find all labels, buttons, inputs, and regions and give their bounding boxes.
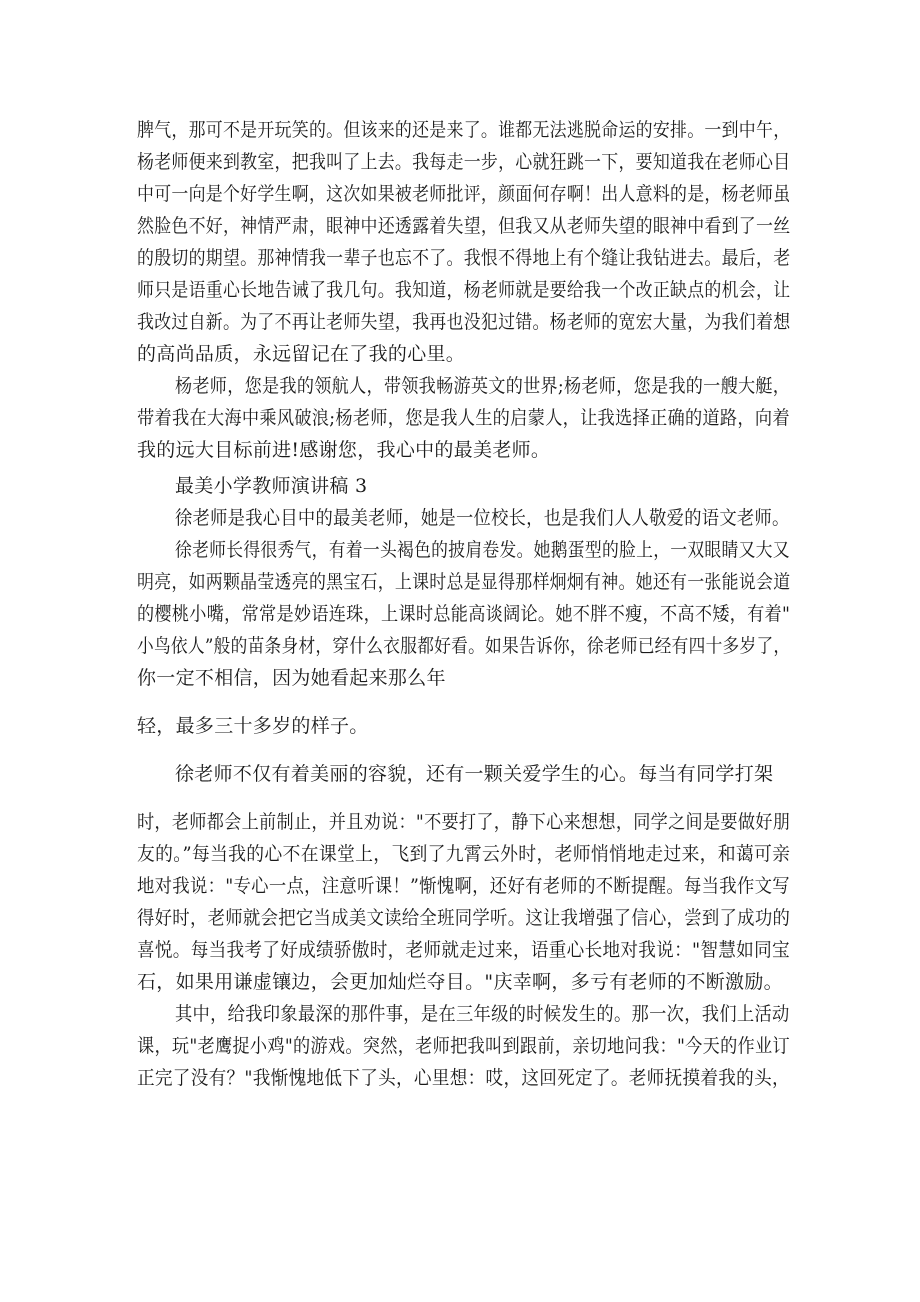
text-line: 明亮，如两颗晶莹透亮的黑宝石，上课时总是显得那样炯炯有神。她还有一张能说会道 (137, 571, 791, 593)
text-line: 带着我在大海中乘风破浪;杨老师，您是我人生的启蒙人，让我选择正确的道路，向着 (137, 407, 790, 429)
text-line: 徐老师长得很秀气，有着一头褐色的披肩卷发。她鹅蛋型的脸上，一双眼睛又大又 (175, 539, 790, 561)
text-line: 地对我说："专心一点，注意听课！”惭愧啊，还好有老师的不断提醒。每当我作文写 (137, 875, 790, 897)
text-line: 我改过自新。为了不再让老师失望，我再也没犯过错。杨老师的宽宏大量，为我们着想 (137, 311, 791, 333)
text-line: 其中，给我印象最深的那件事，是在三年级的时候发生的。那一次，我们上活动 (175, 1003, 790, 1025)
text-line: 徐老师是我心目中的最美老师，她是一位校长，也是我们人人敬爱的语文老师。 (175, 507, 790, 529)
text-line: 正完了没有？"我惭愧地低下了头，心里想：哎，这回死定了。老师抚摸着我的头， (137, 1067, 790, 1089)
text-line: 友的。”每当我的心不在课堂上，飞到了九霄云外时，老师悄悄地走过来，和蔼可亲 (137, 843, 791, 865)
text-line: 中可一向是个好学生啊，这次如果被老师批评，颜面何存啊！出人意料的是，杨老师虽 (137, 183, 791, 205)
text-line: 徐老师不仅有着美丽的容貌，还有一颗关爱学生的心。每当有同学打架 (175, 763, 774, 785)
text-line: 你一定不相信，因为她看起来那么年 (137, 667, 446, 689)
section-heading: 最美小学教师演讲稿 3 (175, 475, 368, 497)
text-line: 的樱桃小嘴，常常是妙语连珠，上课时总能高谈阔论。她不胖不瘦，不高不矮，有着" (137, 603, 791, 625)
text-line: 然脸色不好，神情严肃，眼神中还透露着失望，但我又从老师失望的眼神中看到了一丝 (137, 215, 791, 237)
text-line: 石，如果用谦虚镶边，会更加灿烂夺目。"庆幸啊，多亏有老师的不断激励。 (137, 971, 783, 993)
text-line: 喜悦。每当我考了好成绩骄傲时，老师就走过来，语重心长地对我说："智慧如同宝 (137, 939, 790, 961)
text-line: 杨老师便来到教室，把我叫了上去。我每走一步，心就狂跳一下，要知道我在老师心目 (137, 151, 791, 173)
text-line: 杨老师，您是我的领航人，带领我畅游英文的世界;杨老师，您是我的一艘大艇， (175, 375, 791, 397)
text-line: 小鸟依人”般的苗条身材，穿什么衣服都好看。如果告诉你，徐老师已经有四十多岁了， (137, 635, 791, 657)
text-line: 的高尚品质，永远留记在了我的心里。 (137, 343, 466, 365)
text-line: 我的远大目标前进!感谢您，我心中的最美老师。 (137, 439, 551, 461)
text-line: 轻，最多三十多岁的样子。 (137, 715, 369, 737)
text-line: 得好时，老师就会把它当成美文读给全班同学听。这让我增强了信心，尝到了成功的 (137, 907, 791, 929)
text-line: 师只是语重心长地告诫了我几句。我知道，杨老师就是要给我一个改正缺点的机会，让 (137, 279, 791, 301)
text-line: 课，玩"老鹰捉小鸡"的游戏。突然，老师把我叫到跟前，亲切地问我："今天的作业订 (137, 1035, 790, 1057)
text-line: 时，老师都会上前制止，并且劝说："不要打了，静下心来想想，同学之间是要做好朋 (137, 811, 791, 833)
text-line: 脾气，那可不是开玩笑的。但该来的还是来了。谁都无法逃脱命运的安排。一到中午， (137, 119, 791, 141)
text-line: 的殷切的期望。那神情我一辈子也忘不了。我恨不得地上有个缝让我钻进去。最后，老 (137, 247, 791, 269)
